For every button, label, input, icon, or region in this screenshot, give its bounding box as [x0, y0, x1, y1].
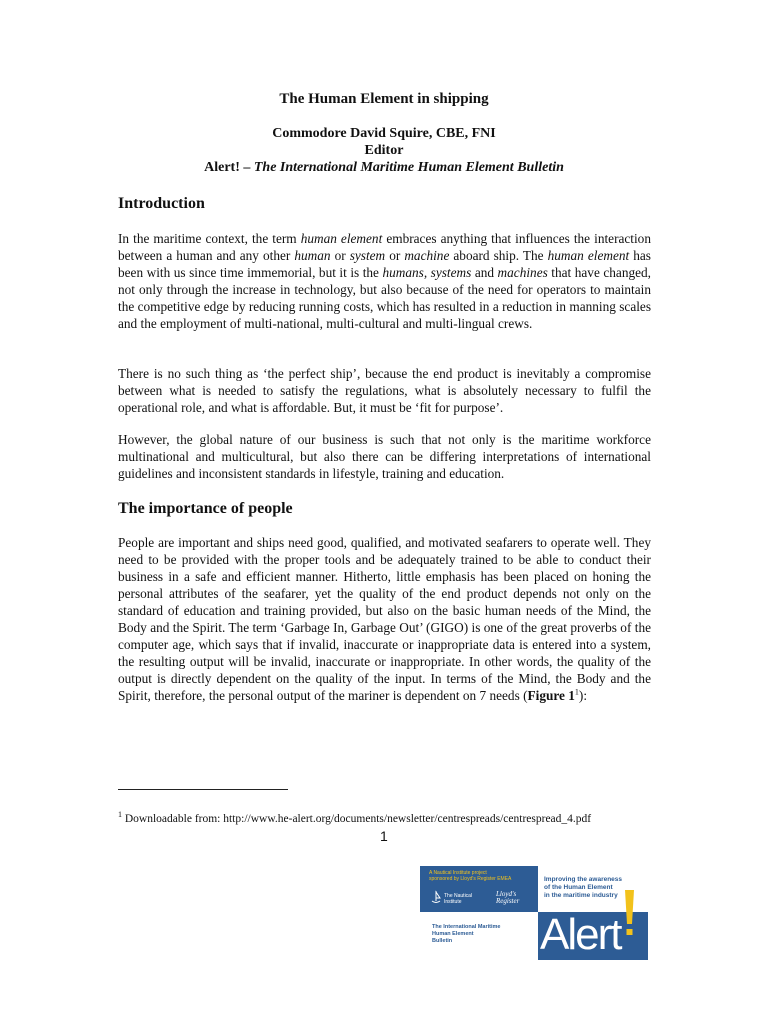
logo-bulletin-line: The International Maritime: [432, 924, 501, 930]
logo-tagline-line: in the maritime industry: [544, 892, 618, 899]
intro-paragraph-2: There is no such thing as ‘the perfect ship’, because the end product is inevitably a compromise between what is needed to satisfy the regulations, what is absolutely necessary to fulfil the operational role, and what is affordable. But, it must be ‘fit for purpose’.: [118, 366, 651, 415]
logo-bulletin-text: [432, 924, 500, 945]
logo-bulletin-line: Human Element: [432, 931, 474, 937]
logo-ni-line: Institute: [444, 899, 462, 905]
text-run: aboard ship. The: [449, 248, 548, 263]
italic-run: human: [294, 248, 331, 263]
logo-project-line: sponsored by Lloyd's Register EMEA: [429, 876, 512, 882]
publication-name: The International Maritime Human Element Bulletin: [253, 160, 564, 175]
logo-wordmark-text: Alert: [540, 912, 621, 959]
text-run: has been with us since time immemorial, but it is the: [118, 248, 651, 280]
author-role: Editor: [364, 143, 404, 158]
importance-paragraph: [118, 534, 651, 704]
footnote-marker: 1: [574, 687, 579, 697]
logo-bulletin-line: Bulletin: [432, 938, 453, 944]
text-run: In the maritime context, the term: [118, 231, 301, 246]
publication-line: [0, 159, 768, 176]
italic-run: humans, systems: [382, 265, 472, 280]
logo-lloyds-register: [496, 891, 519, 905]
text-run: or: [330, 248, 350, 263]
page-number: 1: [380, 828, 388, 844]
logo-sponsor-panel: [420, 866, 538, 912]
exclamation-mark-icon: [623, 890, 636, 940]
logo-tagline-line: Improving the awareness: [544, 876, 623, 883]
italic-run: human element: [547, 248, 630, 263]
document-title: The Human Element in shipping: [279, 91, 489, 107]
publication-prefix: Alert! –: [204, 160, 251, 175]
intro-paragraph-1: [118, 230, 651, 332]
logo-ni-line: The Nautical: [444, 893, 473, 899]
footnote-text: Downloadable from: http://www.he-alert.org/documents/newsletter/centrespreads/centrespread_4.pdf: [122, 813, 592, 825]
figure-reference: Figure 1: [527, 688, 575, 703]
text-run: that have changed, not only through the increase in technology, but also because of the need for operators to maintain the competitive edge by reducing running costs, which has resulted in a reduction in manning scales and the employment of multi-national, multi-cultural and multi-lingual crews.: [118, 265, 651, 331]
text-run: embraces anything that influences the interaction between a human and any other: [118, 231, 651, 263]
logo-lr-line: Register: [496, 897, 520, 905]
logo-nautical-institute: [444, 893, 472, 905]
logo-lr-line: Lloyd's: [496, 890, 517, 898]
author-name: Commodore David Squire, CBE, FNI: [272, 126, 496, 141]
italic-run: system: [349, 248, 386, 263]
text-run: or: [385, 248, 405, 263]
alert-logo: [420, 866, 648, 960]
italic-run: machine: [404, 248, 450, 263]
byline: [0, 125, 768, 176]
footnote-divider: [118, 789, 288, 790]
text-run: ):: [578, 688, 588, 703]
logo-project-line: A Nautical Institute project: [429, 870, 487, 876]
italic-run: machines: [497, 265, 548, 280]
nautical-institute-icon: [430, 890, 442, 904]
footnote: [118, 812, 591, 826]
section-heading-introduction: Introduction: [118, 195, 205, 212]
text-run: People are important and ships need good, qualified, and motivated seafarers to operate well. They need to be provided with the proper tools and be adequately trained to be able to conduct their business in a safe and efficient manner. Hitherto, little emphasis has been placed on honing the personal attributes of the seafarer, yet the quality of the end product depends not only on the standard of education and training provided, but also on the basic human needs of the Mind, the Body and the Spirit. The term ‘Garbage In, Garbage Out’ (GIGO) is one of the great proverbs of the computer age, which says that if invalid, inaccurate or inappropriate data is entered into a system, the resulting output will be invalid, inaccurate or inappropriate. In other words, the quality of the output is directly dependent on the quality of the input. In terms of the Mind, the Body and the Spirit, therefore, the personal output of the mariner is dependent on 7 needs (: [118, 535, 651, 703]
intro-paragraph-3: However, the global nature of our business is such that not only is the maritime workforce multinational and multicultural, but also there can be differing interpretations of international guidelines and inconsistent standards in lifestyle, training and education.: [118, 432, 651, 481]
logo-project-text: [429, 870, 529, 882]
logo-tagline: [544, 876, 622, 900]
footnote-number: 1: [118, 810, 122, 820]
italic-run: human element: [300, 231, 383, 246]
text-run: and: [471, 265, 498, 280]
logo-tagline-line: of the Human Element: [544, 884, 613, 891]
section-heading-importance: The importance of people: [118, 500, 293, 517]
